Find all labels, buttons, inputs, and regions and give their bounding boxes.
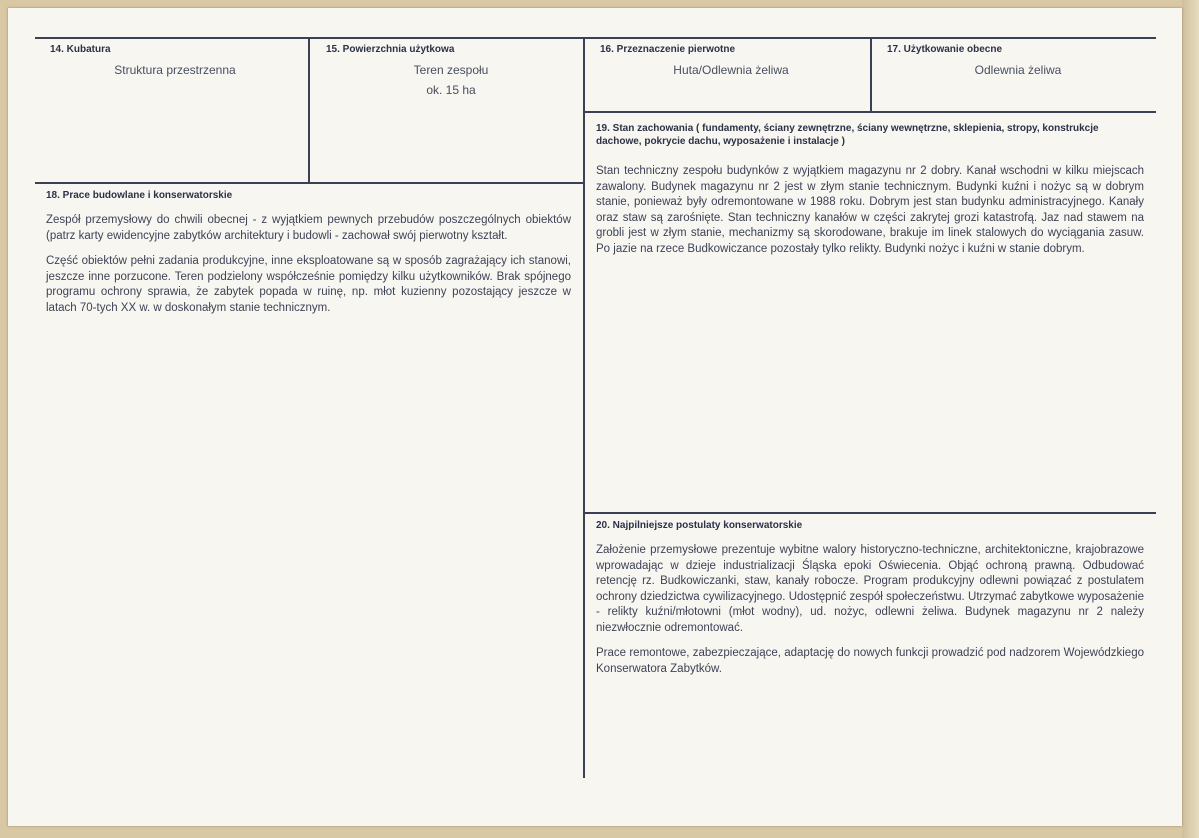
- section-16-title: 16. Przeznaczenie pierwotne: [600, 44, 736, 55]
- section-15-value: Teren zespołu: [413, 63, 489, 77]
- section-15-powierzchnia: [326, 44, 576, 97]
- section-18-text-1: Zespół przemysłowy do chwili obecnej - z wyjątkiem pewnych przebudów poszczególnych obiektów (patrz karty ewidencyjne zabytków architektury i budowli - zachował swój pierwotny kształt.: [46, 214, 571, 242]
- section-14-kubatura: [50, 44, 300, 77]
- divider-16-17: [870, 37, 872, 112]
- section-15-title: 15. Powierzchnia użytkowa: [326, 44, 455, 55]
- divider-14-15: [308, 37, 310, 183]
- section-20-text-1: Założenie przemysłowe prezentuje wybitne walory historyczno-techniczne, architektoniczne, krajobrazowe wprowadając w dzieje industrializacji Śląska epoki Oświecenia. Objąć ochroną prawną. Odbudować retencję rz. Budkowiczanki, staw, kanały robocze. Program produkcyjny odlewni powiązać z postulatem ochrony dziedzictwa cywilizacyjnego. Udostępnić zespół społeczeństwu. Utrzymać zabytkowe wyposażenie - relikty kuźni/młotowni (młot wodny), ud. nożyc, odlewni żeliwa. Budynek magazynu nr 2 należy niezwłocznie odremontować.: [596, 544, 1144, 634]
- section-19-text: Stan techniczny zespołu budynków z wyjątkiem magazynu nr 2 dobry. Kanał wschodni w kilku miejscach zawalony. Budynek magazynu nr 2 jest w złym stanie technicznym. Budynki kuźni i nożyc są w dobrym stanie, ponieważ były odremontowane w 1988 roku. Dobrym jest stan budynku administracyjnego. Kanały oraz staw są zarośnięte. Stan techniczny kanałów w części zakrytej grozi katastrofą. Jaz nad stawem na grobli jest w złym stanie, mechanizmy są skorodowane, brakuje im linek stalowych do wyciągania zasuw. Po jazie na rzece Budkowiczance pozostały tylko relikty. Budynki nożyc i kuźni w stanie dobrym.: [596, 165, 1144, 255]
- section-14-title: 14. Kubatura: [50, 44, 111, 55]
- section-18-text-2: Część obiektów pełni zadania produkcyjne, inne eksploatowane są w sposób zagrażający ich stanowi, jeszcze inne porzucone. Teren podzielony współcześnie pomiędzy kilku użytkowników. Brak spójnego programu ochrony sprawia, że zabytek popada w ruinę, np. młot kuzienny pozostający jeszcze w latach 70-tych XX w. w doskonałym stanie technicznym.: [46, 255, 571, 314]
- section-18-prace: [46, 190, 571, 316]
- section-18-title: 18. Prace budowlane i konserwatorskie: [46, 190, 233, 201]
- section-20-postulaty: [596, 520, 1144, 677]
- rule-left-middle: [35, 182, 585, 184]
- section-17-value: Odlewnia żeliwa: [974, 63, 1062, 77]
- record-card: [8, 8, 1182, 826]
- rule-right-middle: [585, 512, 1156, 514]
- section-20-title: 20. Najpilniejsze postulaty konserwatorskie: [596, 520, 803, 531]
- section-16-przeznaczenie: [600, 44, 862, 77]
- center-divider: [583, 37, 585, 778]
- section-17-title: 17. Użytkowanie obecne: [887, 44, 1003, 55]
- section-15-value-area: ok. 15 ha: [426, 83, 476, 97]
- top-rule: [35, 37, 1156, 39]
- page-edge: [1182, 0, 1199, 838]
- section-19-stan-zachowania: [596, 122, 1144, 257]
- section-14-value: Struktura przestrzenna: [114, 63, 236, 77]
- section-19-title: 19. Stan zachowania ( fundamenty, ściany zewnętrzne, ściany wewnętrzne, sklepienia, stropy, konstrukcje dachowe, pokrycie dachu, wyposażenie i instalacje ): [596, 123, 1099, 147]
- section-16-value: Huta/Odlewnia żeliwa: [673, 63, 789, 77]
- section-20-text-2: Prace remontowe, zabezpieczające, adaptację do nowych funkcji prowadzić pod nadzorem Wojewódzkiego Konserwatora Zabytków.: [596, 647, 1144, 675]
- section-17-uzytkowanie: [887, 44, 1149, 77]
